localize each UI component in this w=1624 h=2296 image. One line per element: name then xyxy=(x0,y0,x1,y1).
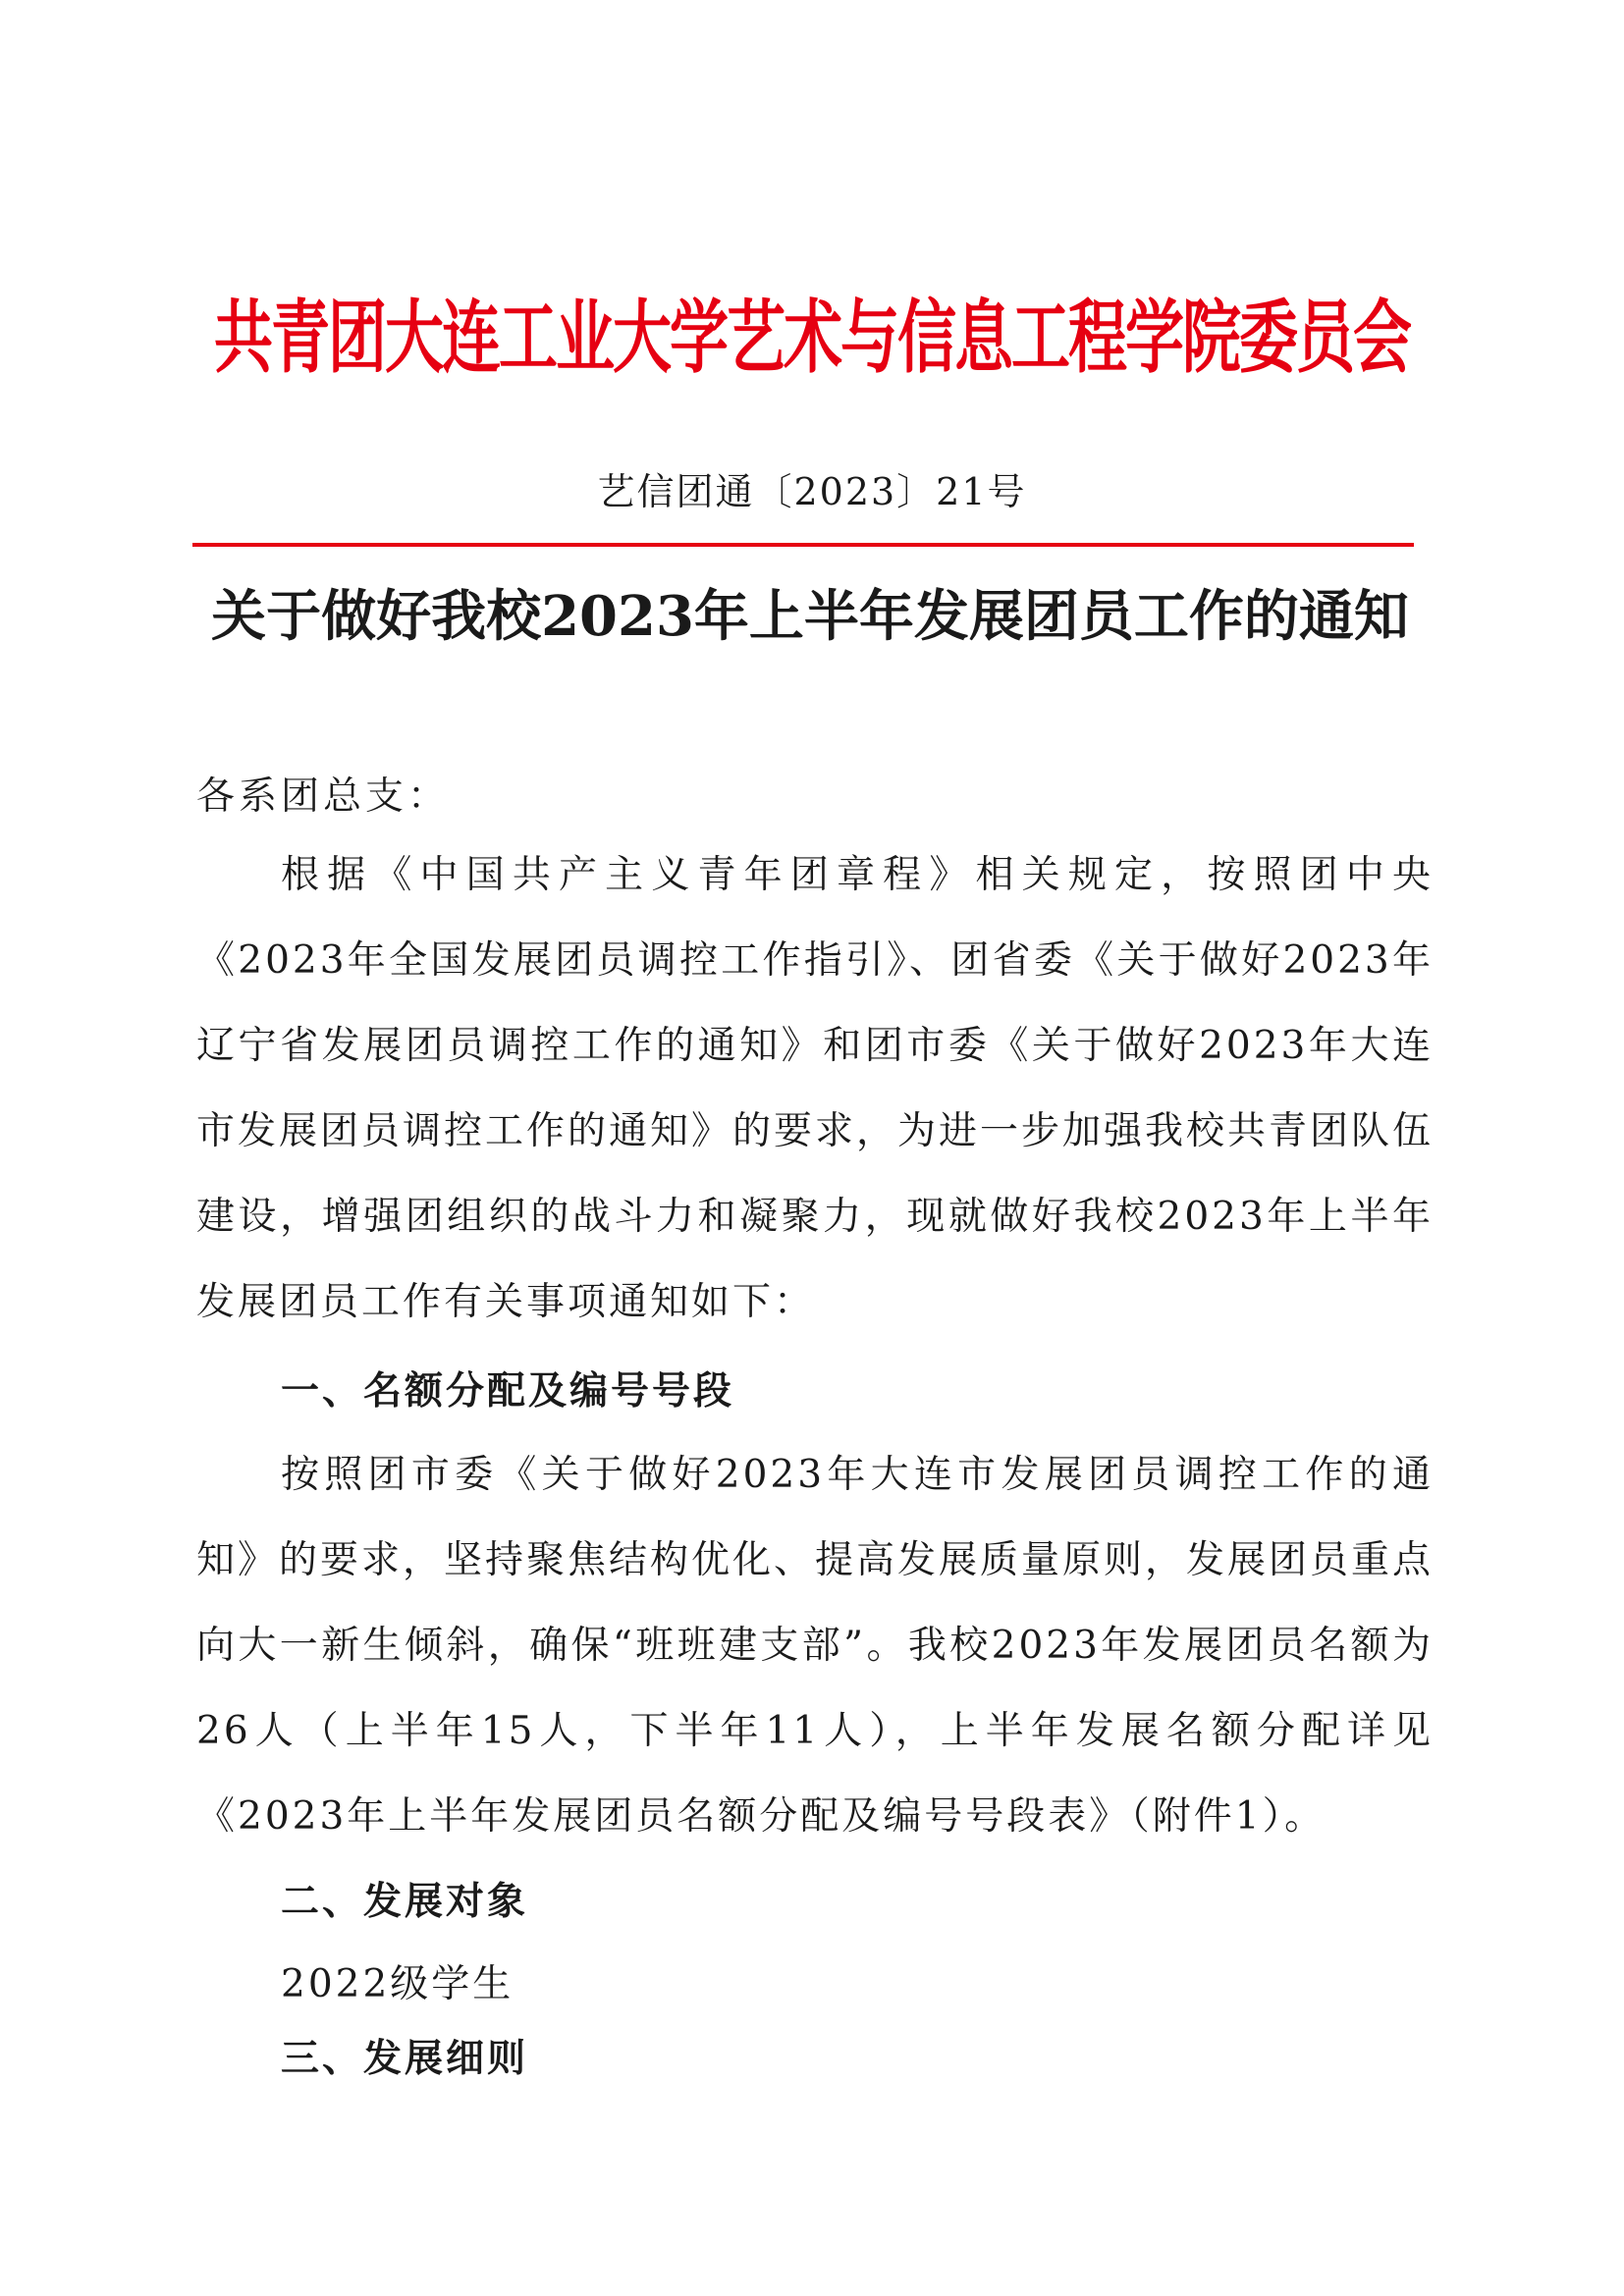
red-divider-line xyxy=(192,543,1414,547)
section-2-text: 2022级学生 xyxy=(281,1962,514,2006)
section-2-heading: 二、发展对象 xyxy=(281,1880,529,1924)
section-1-heading: 一、名额分配及编号号段 xyxy=(281,1369,735,1414)
section-1-paragraph: 按照团市委《关于做好2023年大连市发展团员调控工作的通知》的要求，坚持聚焦结构优化、提高发展质量原则，发展团员重点向大一新生倾斜，确保“班班建支部”。我校2023年发展团员名额为26人（上半年15人，下半年11人），上半年发展名额分配详见《2023年上半年发展团员名额分配及编号号段表》（附件1）。 xyxy=(196,1453,1435,1839)
salutation: 各系团总支： xyxy=(196,774,451,819)
document-number: 艺信团通〔2023〕21号 xyxy=(597,470,1027,513)
section-3-heading: 三、发展细则 xyxy=(281,2037,529,2081)
organization-header: 共青团大连工业大学艺术与信息工程学院委员会 xyxy=(214,292,1410,386)
intro-paragraph: 根据《中国共产主义青年团章程》相关规定，按照团中央《2023年全国发展团员调控工作指引》、团省委《关于做好2023年辽宁省发展团员调控工作的通知》和团市委《关于做好2023年大连市发展团员调控工作的通知》的要求，为进一步加强我校共青团队伍建设，增强团组织的战斗力和凝聚力，现就做好我校2023年上半年发展团员工作有关事项通知如下： xyxy=(196,853,1435,1324)
document-title: 关于做好我校2023年上半年发展团员工作的通知 xyxy=(211,584,1409,649)
